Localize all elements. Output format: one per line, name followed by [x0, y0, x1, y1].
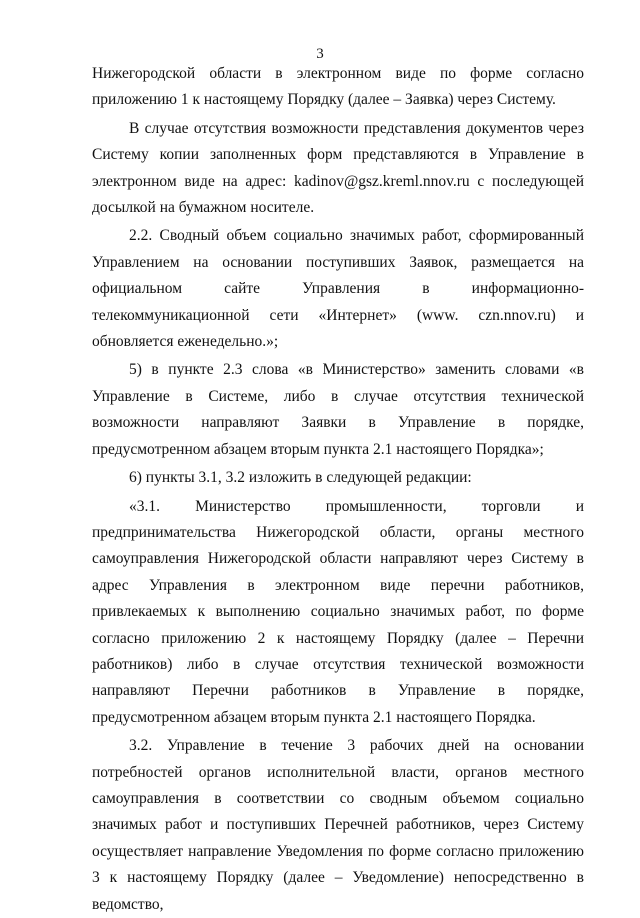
- paragraph-3-2: 3.2. Управление в течение 3 рабочих дней на основании потребностей органов исполнительной власти, органов местного самоуправления в соответствии со сводным объемом социально значимых работ и поступивших Перечней работников, через Систему осуществляет направление Уведомления по форме согласно приложению 3 к настоящему Порядку (далее – Уведомление) непосредственно в ведомство,: [92, 737, 584, 913]
- document-body: [92, 61, 584, 918]
- paragraph-item-5: 5) в пункте 2.3 слова «в Министерство» заменить словами «в Управление в Системе, либо в случае отсутствия технической возможности направляют Заявки в Управление в порядке, предусмотренном абзацем вторым пункта 2.1 настоящего Порядка»;: [92, 361, 584, 458]
- paragraph-alternative-submission: В случае отсутствия возможности представления документов через Систему копии заполненных форм представляются в Управление в электронном виде на адрес: kadinov@gsz.kreml.nnov.ru с последующей досылкой на бумажном носителе.: [92, 119, 584, 217]
- paragraph-2-2: 2.2. Сводный объем социально значимых работ, сформированный Управлением на основании поступивших Заявок, размещается на официальном сайте Управления в информационно-телекоммуникационной сети «Интернет» (www. czn.nnov.ru) и обновляется еженедельно.»;: [92, 227, 584, 351]
- paragraph-item-6: 6) пункты 3.1, 3.2 изложить в следующей редакции:: [129, 469, 472, 487]
- paragraph-3-1: «3.1. Министерство промышленности, торговли и предпринимательства Нижегородской области, органы местного самоуправления Нижегородской области направляют через Систему в адрес Управления в электронном виде перечни работников, привлекаемых к выполнению социально значимых работ, по форме согласно приложению 2 к настоящему Порядку (далее – Перечни работников) либо в случае отсутствия технической возможности направляют Перечни работников в Управление в порядке, предусмотренном абзацем вторым пункта 2.1 настоящего Порядка.: [92, 497, 584, 726]
- paragraph-continuation: Нижегородской области в электронном виде по форме согласно приложению 1 к настоящему Порядку (далее – Заявка) через Систему.: [92, 65, 584, 109]
- page-number: 3: [316, 46, 324, 62]
